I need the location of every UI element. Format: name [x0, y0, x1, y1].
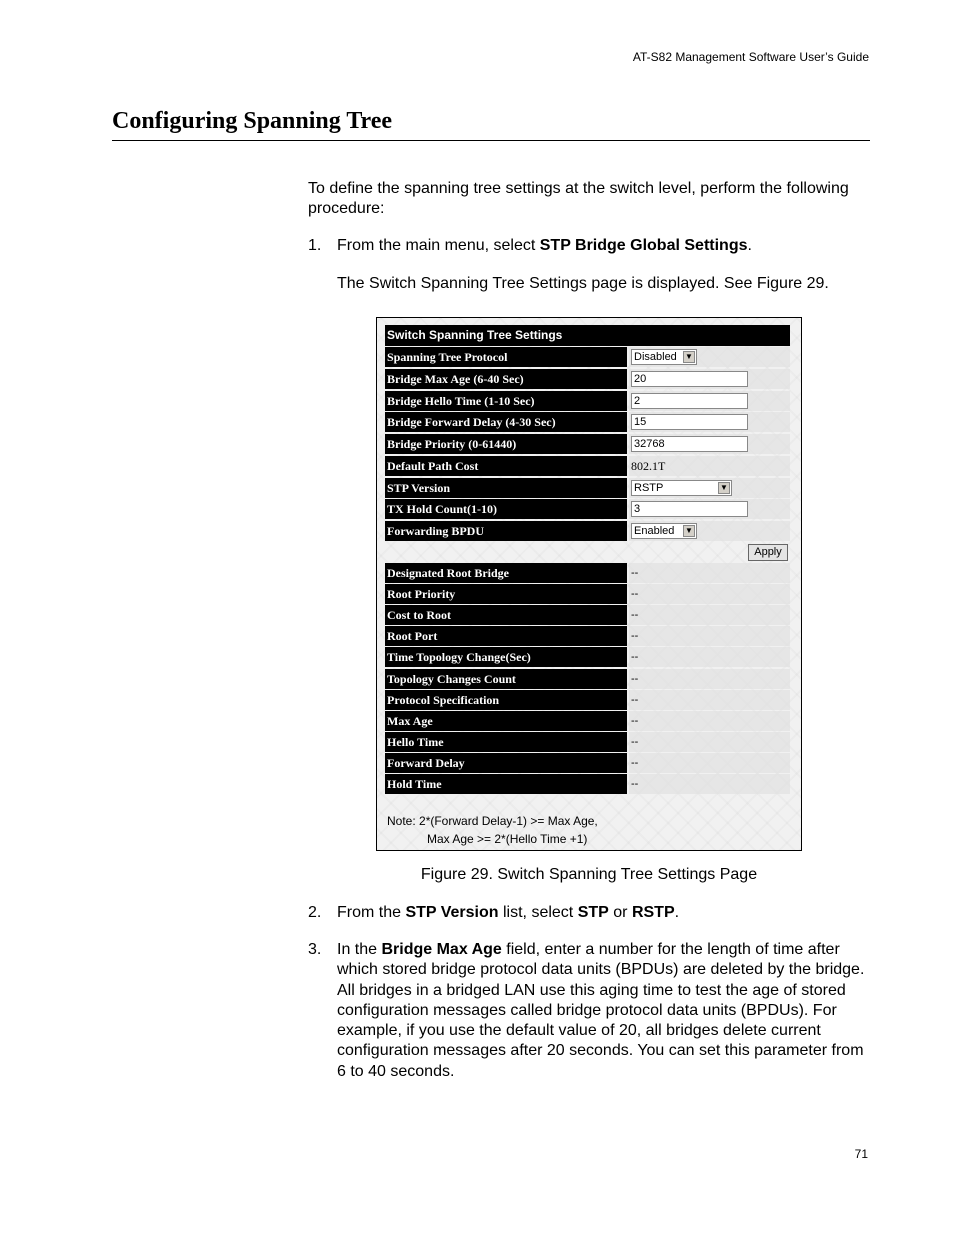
timing-note: [387, 812, 598, 848]
title-rule: [112, 140, 870, 141]
row-value-cell: --: [629, 774, 790, 794]
row-value-cell: --: [629, 563, 790, 583]
row-label: Bridge Forward Delay (4-30 Sec): [385, 412, 627, 432]
step-text-plain: field, enter a number for the length of time after which stored bridge protocol data units (BPDUs) are deleted by the bridge. All bridges in a bridged LAN use this aging time to test the age of stored configuration messages called bridge protocol data units (BPDUs). For example, if you use the default value of 20, all bridges delete current configuration messages after 20 seconds. You can set this parameter from 6 to 40 seconds.: [337, 941, 865, 1080]
row-value-cell: 802.1T: [629, 456, 790, 476]
step-number: 2.: [308, 904, 322, 921]
intro-paragraph: To define the spanning tree settings at the switch level, perform the following procedure:: [308, 180, 849, 218]
step-text-plain: From the: [337, 904, 406, 921]
value-select[interactable]: [631, 480, 732, 496]
value-select[interactable]: [631, 349, 697, 365]
row-label: Hold Time: [385, 774, 627, 794]
step-number: 3.: [308, 941, 322, 958]
value-input[interactable]: 32768: [631, 436, 748, 452]
row-value-cell: [629, 434, 790, 454]
settings-row: [385, 753, 790, 774]
select-value: RSTP: [634, 481, 664, 494]
step-text-plain: or: [608, 904, 632, 921]
row-value-cell: --: [629, 711, 790, 731]
row-value-cell: [629, 521, 790, 541]
value-input[interactable]: 3: [631, 501, 748, 517]
step-text-plain: list, select: [498, 904, 578, 921]
chevron-down-icon[interactable]: ▼: [718, 482, 730, 494]
value-select[interactable]: [631, 523, 697, 539]
row-label: Designated Root Bridge: [385, 563, 627, 583]
row-value-cell: [629, 347, 790, 367]
settings-row: [385, 369, 790, 390]
row-value-cell: --: [629, 626, 790, 646]
value-input[interactable]: 20: [631, 371, 748, 387]
row-label: Hello Time: [385, 732, 627, 752]
step-text-bold: Bridge Max Age: [381, 941, 502, 958]
row-value-cell: --: [629, 732, 790, 752]
settings-row: [385, 669, 790, 690]
step-text-plain: In the: [337, 941, 382, 958]
select-value: Enabled: [634, 525, 675, 537]
settings-row: [385, 647, 790, 668]
step-text-bold: STP Bridge Global Settings: [539, 237, 748, 254]
step-number: 1.: [308, 237, 322, 254]
settings-row: [385, 456, 790, 477]
row-label: Bridge Max Age (6-40 Sec): [385, 369, 627, 389]
row-value-cell: [629, 369, 790, 389]
figure-caption: Figure 29. Switch Spanning Tree Settings Page: [420, 866, 758, 883]
step-text: [337, 903, 869, 923]
row-label: STP Version: [385, 478, 627, 498]
settings-row: [385, 711, 790, 732]
note-line-2: Max Age >= 2*(Hello Time +1): [427, 832, 588, 846]
settings-row: [385, 412, 790, 433]
settings-row: [385, 690, 790, 711]
row-value-cell: --: [629, 647, 790, 667]
step-text-bold: STP Version: [405, 904, 499, 921]
spanning-tree-settings-screenshot: [376, 317, 802, 851]
step-text: [337, 940, 869, 1082]
settings-row: [385, 732, 790, 753]
row-label: Bridge Hello Time (1-10 Sec): [385, 391, 627, 411]
settings-row: [385, 499, 790, 520]
settings-row: [385, 605, 790, 626]
value-input[interactable]: 2: [631, 393, 748, 409]
row-value-cell: [629, 478, 790, 498]
row-value-cell: --: [629, 753, 790, 773]
row-value-cell: --: [629, 584, 790, 604]
settings-row: [385, 563, 790, 584]
settings-row: [385, 434, 790, 455]
running-header: AT-S82 Management Software User’s Guide: [632, 50, 869, 64]
row-value-cell: [629, 499, 790, 519]
settings-row: [385, 347, 790, 368]
step-1-result: The Switch Spanning Tree Settings page is displayed. See Figure 29.: [337, 275, 829, 292]
settings-row: [385, 584, 790, 605]
row-value-cell: --: [629, 690, 790, 710]
row-value-cell: --: [629, 669, 790, 689]
row-label: Spanning Tree Protocol: [385, 347, 627, 367]
row-label: Forwarding BPDU: [385, 521, 627, 541]
chevron-down-icon[interactable]: ▼: [683, 525, 695, 537]
settings-row: [385, 521, 790, 542]
step-text: [337, 236, 869, 256]
page-number: 71: [854, 1147, 868, 1161]
apply-button[interactable]: Apply: [748, 544, 788, 561]
row-label: Time Topology Change(Sec): [385, 647, 627, 667]
step-text-bold: RSTP: [631, 904, 675, 921]
row-value-cell: [629, 412, 790, 432]
row-label: Topology Changes Count: [385, 669, 627, 689]
step-text-plain: From the main menu, select: [337, 237, 540, 254]
settings-row: [385, 626, 790, 647]
settings-row: [385, 774, 790, 795]
step-text-plain: .: [674, 904, 680, 921]
settings-row: [385, 391, 790, 412]
select-value: Disabled: [634, 351, 677, 363]
row-label: Root Port: [385, 626, 627, 646]
settings-row: [385, 478, 790, 499]
row-value-cell: --: [629, 605, 790, 625]
row-label: Cost to Root: [385, 605, 627, 625]
row-label: Bridge Priority (0-61440): [385, 434, 627, 454]
row-label: Max Age: [385, 711, 627, 731]
note-line-1: Note: 2*(Forward Delay-1) >= Max Age,: [387, 814, 598, 828]
value-input[interactable]: 15: [631, 414, 748, 430]
step-text-bold: STP: [577, 904, 609, 921]
step-text-plain: .: [747, 237, 752, 254]
panel-title: Switch Spanning Tree Settings: [385, 325, 790, 346]
row-label: Default Path Cost: [385, 456, 627, 476]
row-label: Forward Delay: [385, 753, 627, 773]
chevron-down-icon[interactable]: ▼: [683, 351, 695, 363]
row-label: TX Hold Count(1-10): [385, 499, 627, 519]
row-value-cell: [629, 391, 790, 411]
row-label: Protocol Specification: [385, 690, 627, 710]
row-label: Root Priority: [385, 584, 627, 604]
section-title: Configuring Spanning Tree: [112, 108, 393, 134]
